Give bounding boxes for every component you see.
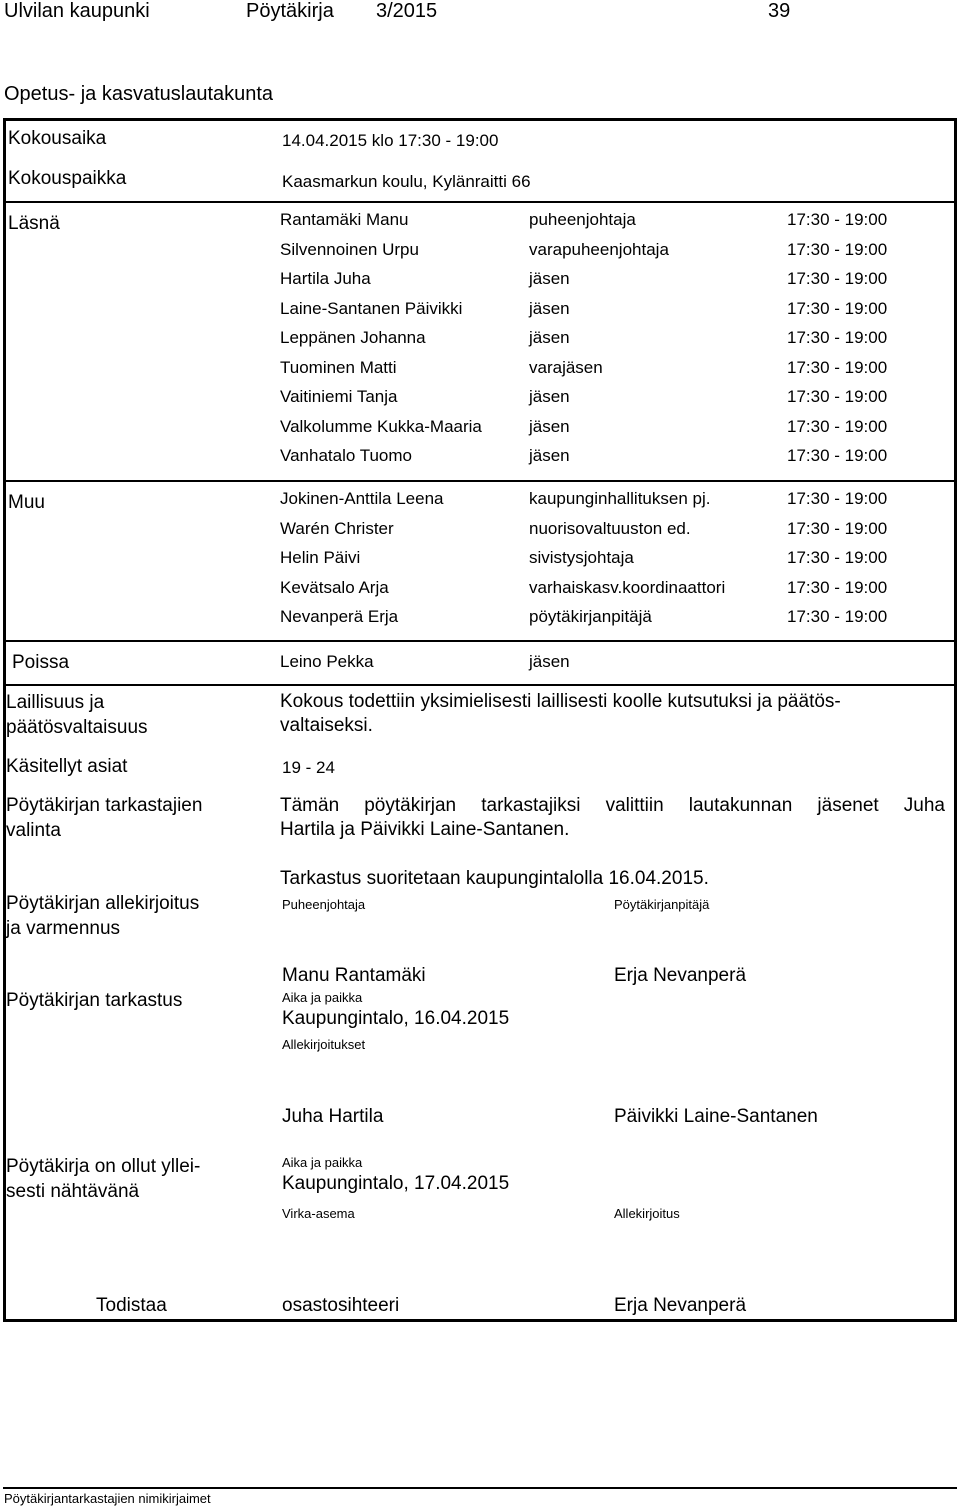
attendee-name: Warén Christer bbox=[280, 518, 394, 538]
attendee-role: jäsen bbox=[529, 416, 570, 436]
signing-label-line1: Pöytäkirjan allekirjoitus bbox=[6, 893, 200, 914]
public-label-line1: Pöytäkirja on ollut yllei- bbox=[6, 1156, 201, 1177]
absent-label: Poissa bbox=[12, 652, 70, 673]
attendee-role: varajäsen bbox=[529, 357, 603, 377]
public-label-line2: sesti nähtävänä bbox=[6, 1181, 140, 1202]
absent-name: Leino Pekka bbox=[280, 652, 374, 671]
reviewers-text-line2: Hartila ja Päivikki Laine-Santanen. bbox=[280, 819, 570, 840]
attendee-role: jäsen bbox=[529, 446, 570, 465]
divider bbox=[3, 480, 957, 482]
frame-top bbox=[3, 118, 957, 121]
divider bbox=[3, 684, 957, 686]
chair-name: Manu Rantamäki bbox=[282, 965, 426, 986]
reviewers-label-line2: valinta bbox=[6, 820, 61, 841]
header-page-number: 39 bbox=[768, 0, 791, 22]
attendee-name: Vaitiniemi Tanja bbox=[280, 387, 398, 406]
attendee-time: 17:30 - 19:00 bbox=[787, 446, 888, 465]
footer-rule bbox=[3, 1487, 957, 1489]
attest-name: Erja Nevanperä bbox=[614, 1295, 747, 1316]
divider bbox=[3, 201, 957, 203]
review-label: Pöytäkirjan tarkastus bbox=[6, 990, 183, 1011]
body-title: Opetus- ja kasvatuslautakunta bbox=[4, 83, 274, 105]
legality-label-line2: päätösvaltaisuus bbox=[6, 717, 148, 738]
attendee-time: 17:30 - 19:00 bbox=[787, 387, 888, 406]
reviewer1-name: Juha Hartila bbox=[282, 1106, 384, 1127]
attendee-role: jäsen bbox=[529, 328, 570, 347]
attendee-time: 17:30 - 19:00 bbox=[787, 518, 888, 538]
attendee-name: Jokinen-Anttila Leena bbox=[280, 489, 444, 508]
attendee-time: 17:30 - 19:00 bbox=[787, 210, 888, 229]
secretary-caption: Pöytäkirjanpitäjä bbox=[614, 897, 710, 912]
footer-text: Pöytäkirjantarkastajien nimikirjaimet bbox=[4, 1491, 211, 1506]
attendee-name: Helin Päivi bbox=[280, 548, 361, 567]
signature-caption: Allekirjoitus bbox=[614, 1206, 680, 1221]
signatures-caption: Allekirjoitukset bbox=[282, 1037, 366, 1052]
attendee-name: Silvennoinen Urpu bbox=[280, 239, 419, 259]
attendee-name: Leppänen Johanna bbox=[280, 328, 426, 347]
handled-label: Käsitellyt asiat bbox=[6, 756, 128, 777]
attendee-time: 17:30 - 19:00 bbox=[787, 548, 888, 567]
attendee-name: Tuominen Matti bbox=[280, 357, 397, 377]
header-city: Ulvilan kaupunki bbox=[4, 0, 150, 22]
other-label: Muu bbox=[8, 492, 45, 513]
attendee-time: 17:30 - 19:00 bbox=[787, 489, 888, 508]
attendee-role: kaupunginhallituksen pj. bbox=[529, 489, 711, 508]
frame-bottom bbox=[3, 1319, 957, 1322]
absent-role: jäsen bbox=[529, 652, 570, 671]
attendee-name: Nevanperä Erja bbox=[280, 607, 399, 626]
reviewer2-name: Päivikki Laine-Santanen bbox=[614, 1106, 818, 1127]
attendee-time: 17:30 - 19:00 bbox=[787, 607, 888, 626]
attest-position: osastosihteeri bbox=[282, 1295, 400, 1316]
attendee-name: Valkolumme Kukka-Maaria bbox=[280, 416, 482, 436]
reviewers-text-line1: Tämän pöytäkirjan tarkastajiksi valittiin lautakunnan jäsenet Juha bbox=[280, 795, 945, 816]
chair-caption: Puheenjohtaja bbox=[282, 897, 366, 912]
attendee-name: Hartila Juha bbox=[280, 269, 371, 288]
meeting-time-value: 14.04.2015 klo 17:30 - 19:00 bbox=[282, 131, 499, 150]
attendee-role: jäsen bbox=[529, 269, 570, 288]
attendee-role: pöytäkirjanpitäjä bbox=[529, 607, 652, 626]
signing-label-line2: ja varmennus bbox=[6, 918, 121, 939]
attendee-time: 17:30 - 19:00 bbox=[787, 577, 888, 597]
attendee-role: sivistysjohtaja bbox=[529, 548, 634, 567]
attendee-role: nuorisovaltuuston ed. bbox=[529, 518, 691, 538]
attendee-time: 17:30 - 19:00 bbox=[787, 269, 888, 288]
attendee-role: jäsen bbox=[529, 387, 570, 406]
meeting-place-value: Kaasmarkun koulu, Kylänraitti 66 bbox=[282, 172, 531, 191]
frame-right bbox=[954, 118, 957, 1322]
attest-label: Todistaa bbox=[96, 1295, 167, 1316]
attendee-time: 17:30 - 19:00 bbox=[787, 357, 888, 377]
header-doc-number: 3/2015 bbox=[376, 0, 438, 22]
divider bbox=[3, 640, 957, 642]
attendee-name: Rantamäki Manu bbox=[280, 210, 409, 229]
attendee-time: 17:30 - 19:00 bbox=[787, 416, 888, 436]
public-place-caption: Aika ja paikka bbox=[282, 1155, 363, 1170]
handled-value: 19 - 24 bbox=[282, 758, 335, 777]
meeting-time-label: Kokousaika bbox=[8, 128, 107, 149]
signing-place-caption: Aika ja paikka bbox=[282, 990, 363, 1005]
reviewers-label-line1: Pöytäkirjan tarkastajien bbox=[6, 795, 203, 816]
header-doc-title: Pöytäkirja bbox=[246, 0, 334, 22]
attendee-time: 17:30 - 19:00 bbox=[787, 328, 888, 347]
reviewers-text-line3: Tarkastus suoritetaan kaupungintalolla 16.04.2015. bbox=[280, 868, 709, 889]
attendee-name: Kevätsalo Arja bbox=[280, 577, 389, 597]
secretary-name: Erja Nevanperä bbox=[614, 965, 747, 986]
legality-label-line1: Laillisuus ja bbox=[6, 692, 105, 713]
meeting-place-label: Kokouspaikka bbox=[8, 168, 127, 189]
position-caption: Virka-asema bbox=[282, 1206, 355, 1221]
signing-place-value: Kaupungintalo, 16.04.2015 bbox=[282, 1008, 510, 1029]
attendee-name: Laine-Santanen Päivikki bbox=[280, 298, 463, 318]
attendee-role: varapuheenjohtaja bbox=[529, 239, 669, 259]
attendee-name: Vanhatalo Tuomo bbox=[280, 446, 412, 465]
attendee-role: puheenjohtaja bbox=[529, 210, 636, 229]
legality-text-line1: Kokous todettiin yksimielisesti laillisesti koolle kutsutuksi ja päätös- bbox=[280, 691, 841, 712]
legality-text-line2: valtaiseksi. bbox=[280, 715, 373, 736]
public-place-value: Kaupungintalo, 17.04.2015 bbox=[282, 1173, 510, 1194]
attendee-role: varhaiskasv.koordinaattori bbox=[529, 577, 726, 597]
attendee-role: jäsen bbox=[529, 298, 570, 318]
attendee-time: 17:30 - 19:00 bbox=[787, 298, 888, 318]
present-label: Läsnä bbox=[8, 213, 60, 234]
attendee-time: 17:30 - 19:00 bbox=[787, 239, 888, 259]
